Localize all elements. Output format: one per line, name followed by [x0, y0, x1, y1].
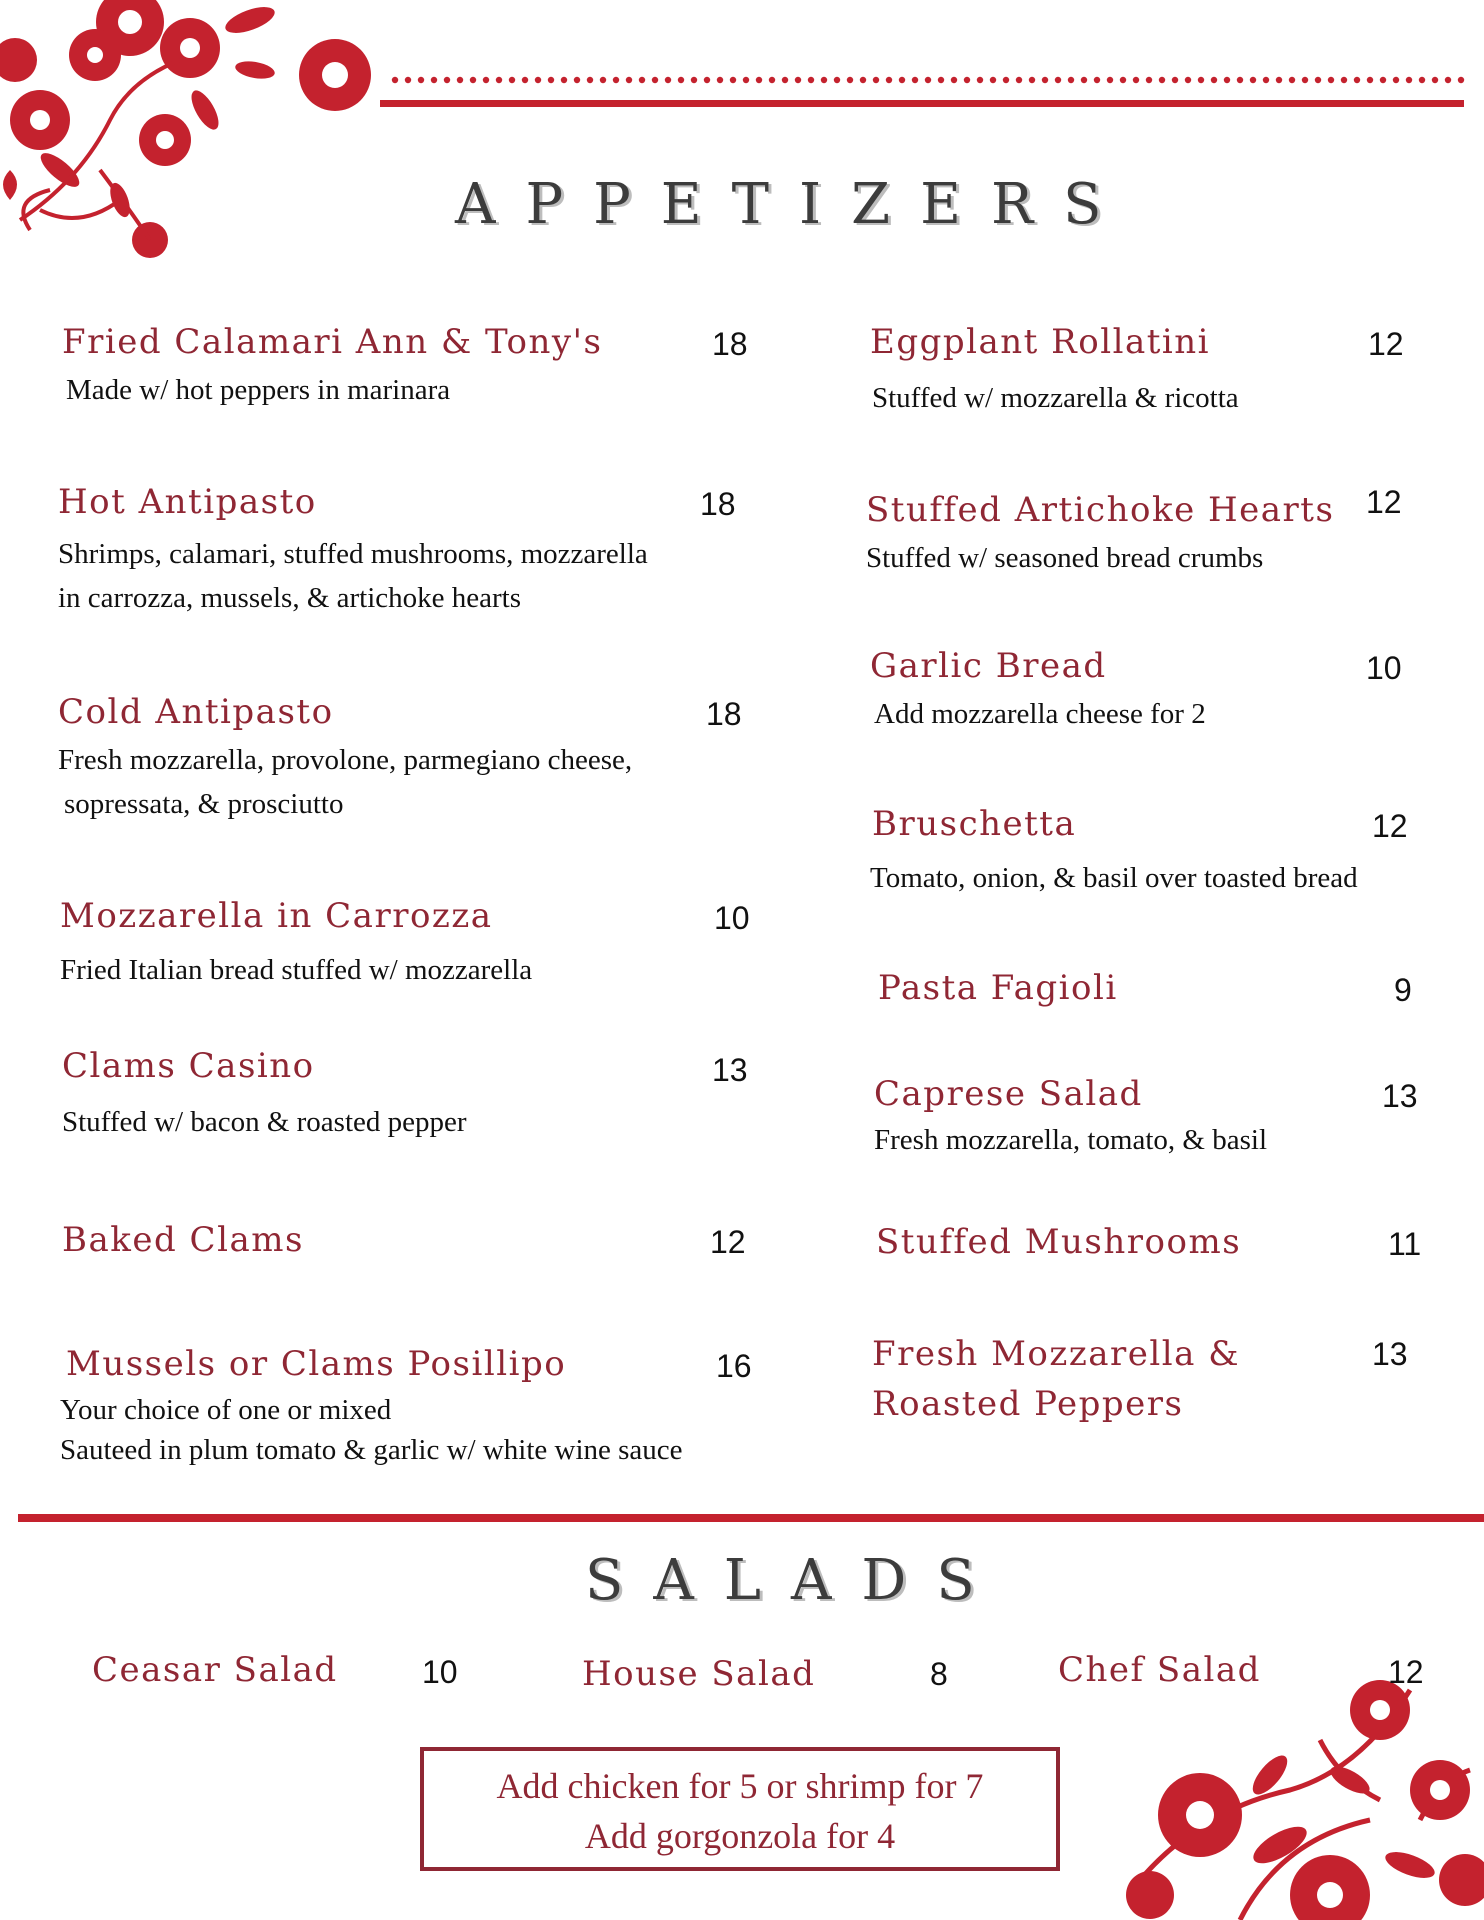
item-price: 12: [1372, 808, 1408, 844]
item-name: Fried Calamari Ann & Tony's: [62, 322, 603, 362]
item-price: 18: [712, 326, 748, 362]
item-name: Fresh Mozzarella &: [872, 1334, 1240, 1374]
top-dotted-rule: [392, 77, 1464, 83]
rose-flourish-icon: [0, 0, 420, 270]
item-description: sopressata, & prosciutto: [64, 788, 344, 820]
item-name: Ceasar Salad: [92, 1650, 338, 1690]
item-name: Stuffed Mushrooms: [876, 1222, 1242, 1262]
item-price: 10: [422, 1654, 458, 1690]
item-name: Cold Antipasto: [58, 692, 334, 732]
item-name: Pasta Fagioli: [878, 968, 1118, 1008]
item-name: Chef Salad: [1058, 1650, 1261, 1690]
item-name: Stuffed Artichoke Hearts: [866, 490, 1335, 530]
item-description: Shrimps, calamari, stuffed mushrooms, mozzarella: [58, 538, 648, 570]
item-description: Stuffed w/ mozzarella & ricotta: [872, 382, 1239, 414]
addon-line: Add gorgonzola for 4: [584, 1816, 896, 1856]
item-price: 10: [714, 900, 750, 936]
item-price: 8: [930, 1656, 948, 1692]
item-price: 12: [710, 1224, 746, 1260]
item-name: House Salad: [582, 1654, 816, 1694]
item-price: 18: [706, 696, 742, 732]
item-price: 10: [1366, 650, 1402, 686]
item-name: Clams Casino: [62, 1046, 315, 1086]
item-description: Your choice of one or mixed: [60, 1394, 392, 1426]
item-name: Roasted Peppers: [872, 1384, 1184, 1424]
appetizers-title: APPETIZERS: [455, 172, 1132, 237]
item-description: Sauteed in plum tomato & garlic w/ white wine sauce: [60, 1434, 683, 1466]
item-name: Mozzarella in Carrozza: [60, 896, 493, 936]
salads-title: SALADS: [585, 1548, 1005, 1613]
item-name: Bruschetta: [872, 804, 1077, 844]
item-description: Fresh mozzarella, tomato, & basil: [874, 1124, 1268, 1156]
item-description: Fresh mozzarella, provolone, parmegiano cheese,: [58, 744, 633, 776]
item-description: in carrozza, mussels, & artichoke hearts: [58, 582, 522, 614]
item-description: Stuffed w/ seasoned bread crumbs: [866, 542, 1264, 574]
item-description: Stuffed w/ bacon & roasted pepper: [62, 1106, 467, 1138]
item-price: 13: [712, 1052, 748, 1088]
item-price: 9: [1394, 972, 1412, 1008]
item-price: 13: [1382, 1078, 1418, 1114]
item-price: 12: [1366, 484, 1402, 520]
item-name: Mussels or Clams Posillipo: [66, 1344, 567, 1384]
section-divider: [18, 1514, 1484, 1522]
item-price: 16: [716, 1348, 752, 1384]
item-price: 11: [1388, 1226, 1422, 1262]
addon-line: Add chicken for 5 or shrimp for 7: [496, 1766, 984, 1806]
item-name: Garlic Bread: [870, 646, 1107, 686]
item-description: Made w/ hot peppers in marinara: [66, 374, 451, 406]
item-description: Tomato, onion, & basil over toasted bread: [870, 862, 1358, 894]
item-name: Baked Clams: [62, 1220, 304, 1260]
item-description: Fried Italian bread stuffed w/ mozzarella: [60, 954, 533, 986]
item-name: Caprese Salad: [874, 1074, 1143, 1114]
item-price: 12: [1368, 326, 1404, 362]
top-red-rule: [380, 100, 1464, 107]
item-name: Eggplant Rollatini: [870, 322, 1211, 362]
item-price: 13: [1372, 1336, 1408, 1372]
item-price: 12: [1388, 1654, 1424, 1690]
salad-addons-box: [420, 1747, 1060, 1871]
item-name: Hot Antipasto: [58, 482, 317, 522]
item-price: 18: [700, 486, 736, 522]
item-description: Add mozzarella cheese for 2: [874, 698, 1206, 730]
flower-bouquet-icon: [1120, 1680, 1484, 1920]
